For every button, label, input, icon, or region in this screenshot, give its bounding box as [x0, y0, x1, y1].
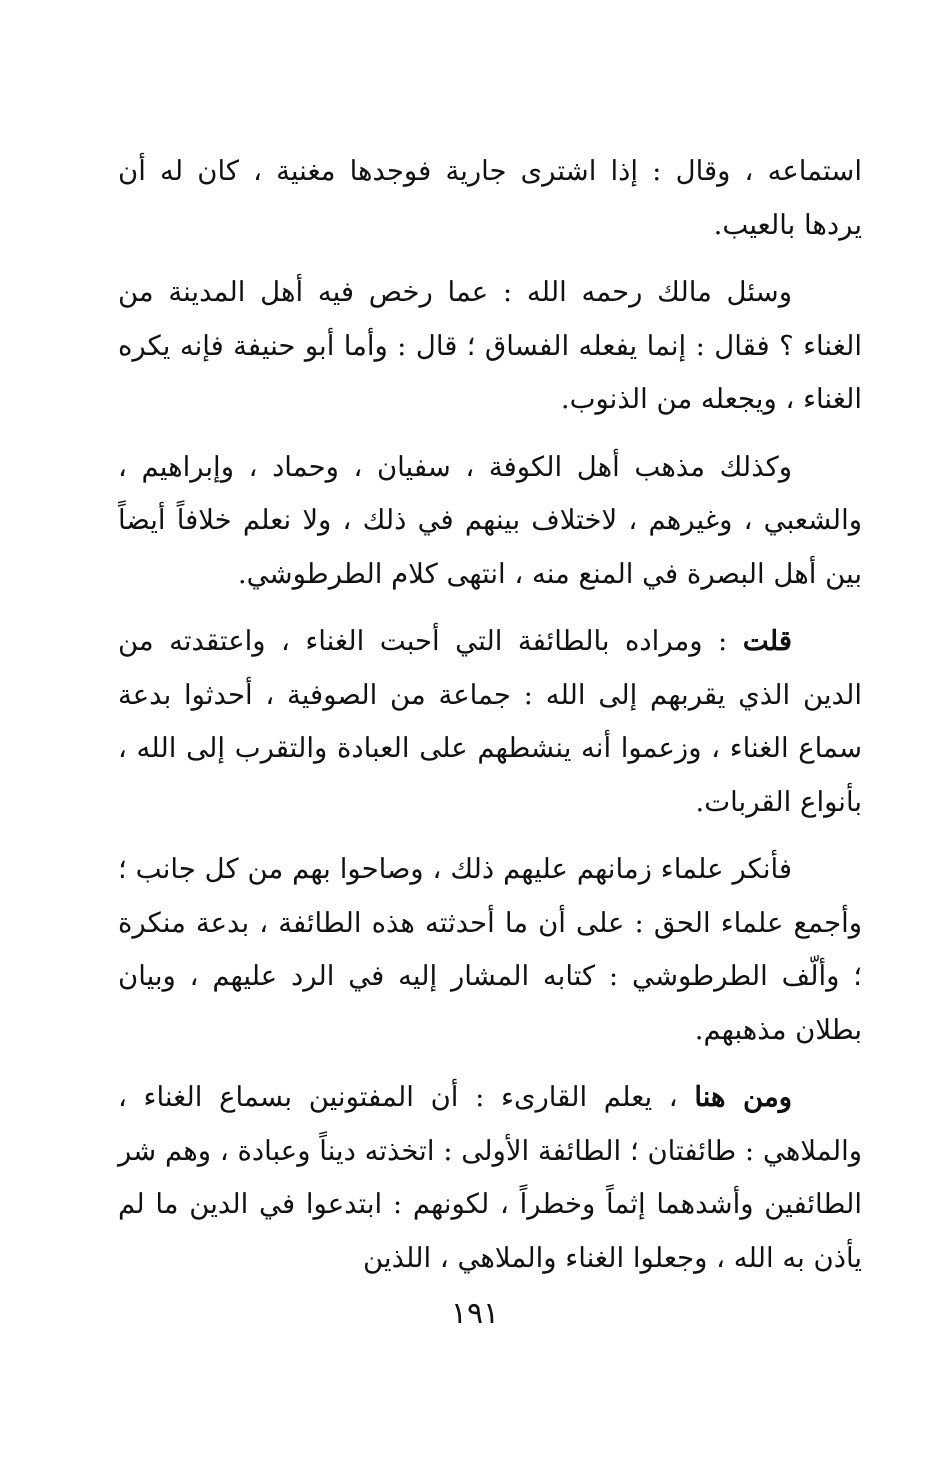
paragraph-text: استماعه ، وقال : إذا اشترى جارية فوجدها مغنية ، كان له أن يردها بالعيب. [118, 155, 862, 241]
paragraph-text: فأنكر علماء زمانهم عليهم ذلك ، وصاحوا بهم من كل جانب ؛ وأجمع علماء الحق : على أن ما أحدثته هذه الطائفة ، بدعة منكرة ؛ وألّف الطرطوشي : كتابه المشار إليه في الرد عليهم ، وبيان بطلان مذهبهم. [118, 853, 862, 1046]
paragraph-6 [118, 1071, 862, 1285]
paragraph-text: ، يعلم القارىء : أن المفتونين بسماع الغناء ، والملاهي : طائفتان ؛ الطائفة الأولى : اتخذته ديناً وعبادة ، وهم شر الطائفين وأشدهما إثماً وخطراً ، لكونهم : ابتدعوا في الدين ما لم يأذن به الله ، وجعلوا الغناء والملاهي ، اللذين [118, 1081, 862, 1274]
paragraph-5 [118, 843, 862, 1057]
paragraph-text: وسئل مالك رحمه الله : عما رخص فيه أهل المدينة من الغناء ؟ فقال : إنما يفعله الفساق ؛ قال : وأما أبو حنيفة فإنه يكره الغناء ، ويجعله من الذنوب. [118, 276, 862, 415]
paragraph-lead: قلت [742, 625, 792, 657]
paragraph-lead: ومن هنا [694, 1081, 792, 1113]
paragraph-text: : ومراده بالطائفة التي أحبت الغناء ، واعتقدته من الدين الذي يقربهم إلى الله : جماعة من الصوفية ، أحدثوا بدعة سماع الغناء ، وزعموا أنه ينشطهم على العبادة والتقرب إلى الله ، بأنواع القربات. [118, 625, 862, 818]
paragraph-1 [118, 145, 862, 252]
paragraph-2 [118, 266, 862, 427]
paragraph-text: وكذلك مذهب أهل الكوفة ، سفيان ، وحماد ، وإبراهيم ، والشعبي ، وغيرهم ، لاختلاف بينهم في ذلك ، ولا نعلم خلافاً أيضاً بين أهل البصرة في المنع منه ، انتهى كلام الطرطوشي. [118, 450, 862, 590]
paragraph-4 [118, 615, 862, 829]
page-number: ١٩١ [450, 1296, 500, 1331]
body-text [118, 145, 862, 1299]
paragraph-3 [118, 441, 862, 602]
